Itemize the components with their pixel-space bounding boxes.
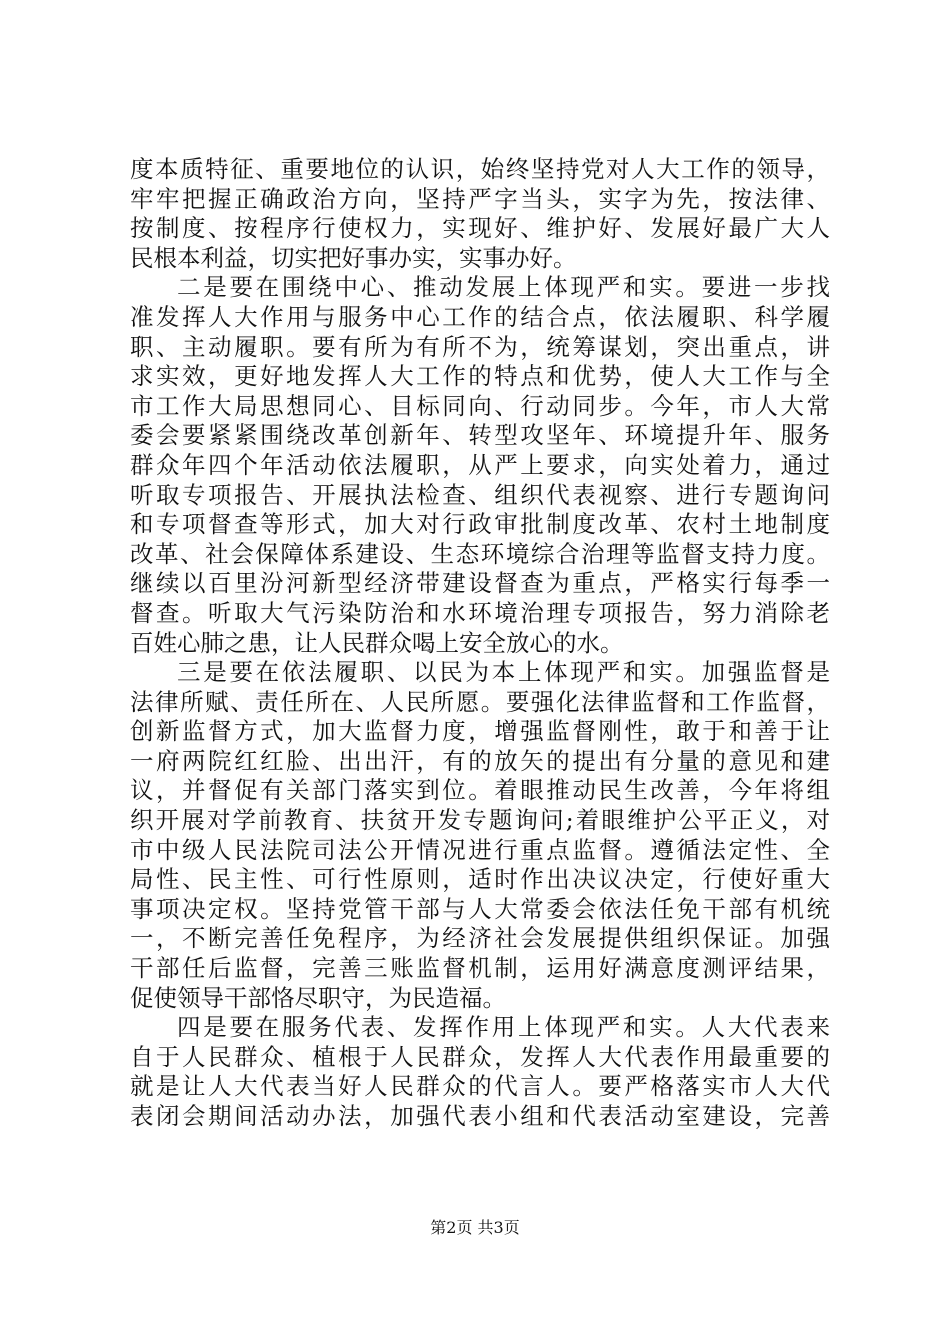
text-line: 二是要在围绕中心、推动发展上体现严和实。要进一步找 [177,273,830,302]
text-line: 督查。听取大气污染防治和水环境治理专项报告，努力消除老 [130,598,830,627]
document-body [130,155,830,1132]
text-line: 就是让人大代表当好人民群众的代言人。要严格落实市人大代 [130,1072,830,1101]
text-line: 准发挥人大作用与服务中心工作的结合点，依法履职、科学履 [130,302,830,331]
text-line: 法律所赋、责任所在、人民所愿。要强化法律监督和工作监督， [130,687,830,716]
text-line: 事项决定权。坚持党管干部与人大常委会依法任免干部有机统 [130,894,830,923]
text-line: 创新监督方式，加大监督力度，增强监督刚性，敢于和善于让 [130,717,830,746]
text-line: 改革、社会保障体系建设、生态环境综合治理等监督支持力度。 [130,539,830,568]
text-line: 促使领导干部恪尽职守，为民造福。 [130,983,506,1012]
text-line: 按制度、按程序行使权力，实现好、维护好、发展好最广大人 [130,214,830,243]
text-line: 议，并督促有关部门落实到位。着眼推动民生改善，今年将组 [130,776,830,805]
text-line: 表闭会期间活动办法，加强代表小组和代表活动室建设，完善 [130,1102,830,1130]
text-line: 牢牢把握正确政治方向，坚持严字当头，实字为先，按法律、 [130,184,830,213]
text-line: 百姓心肺之患，让人民群众喝上安全放心的水。 [130,628,624,657]
text-line: 群众年四个年活动依法履职，从严上要求，向实处着力，通过 [130,450,830,479]
text-line: 三是要在依法履职、以民为本上体现严和实。加强监督是 [177,658,830,687]
text-line: 四是要在服务代表、发挥作用上体现严和实。人大代表来 [177,1013,830,1042]
text-line: 继续以百里汾河新型经济带建设督查为重点，严格实行每季一 [130,569,830,598]
text-line: 干部任后监督，完善三账监督机制，运用好满意度测评结果， [130,954,830,983]
text-line: 和专项督查等形式，加大对行政审批制度改革、农村土地制度 [130,510,830,539]
text-line: 一府两院红红脸、出出汗，有的放矢的提出有分量的意见和建 [130,746,830,775]
text-line: 民根本利益，切实把好事办实，实事办好。 [130,243,577,272]
text-line: 织开展对学前教育、扶贫开发专题询问;着眼维护公平正义，对 [130,806,830,835]
text-line: 市工作大局思想同心、目标同向、行动同步。今年，市人大常 [130,391,830,420]
text-line: 市中级人民法院司法公开情况进行重点监督。遵循法定性、全 [130,835,830,864]
text-line: 自于人民群众、植根于人民群众，发挥人大代表作用最重要的 [130,1042,830,1071]
text-line: 听取专项报告、开展执法检查、组织代表视察、进行专题询问 [130,480,830,509]
text-line: 局性、民主性、可行性原则，适时作出决议决定，行使好重大 [130,865,830,894]
text-line: 职、主动履职。要有所为有所不为，统筹谋划，突出重点，讲 [130,332,830,361]
text-line: 一，不断完善任免程序，为经济社会发展提供组织保证。加强 [130,924,830,953]
text-line: 求实效，更好地发挥人大工作的特点和优势，使人大工作与全 [130,362,830,391]
text-line: 委会要紧紧围绕改革创新年、转型攻坚年、环境提升年、服务 [130,421,830,450]
text-line: 度本质特征、重要地位的认识，始终坚持党对人大工作的领导， [130,155,830,183]
page-footer: 第2页 共3页 [430,1218,520,1237]
